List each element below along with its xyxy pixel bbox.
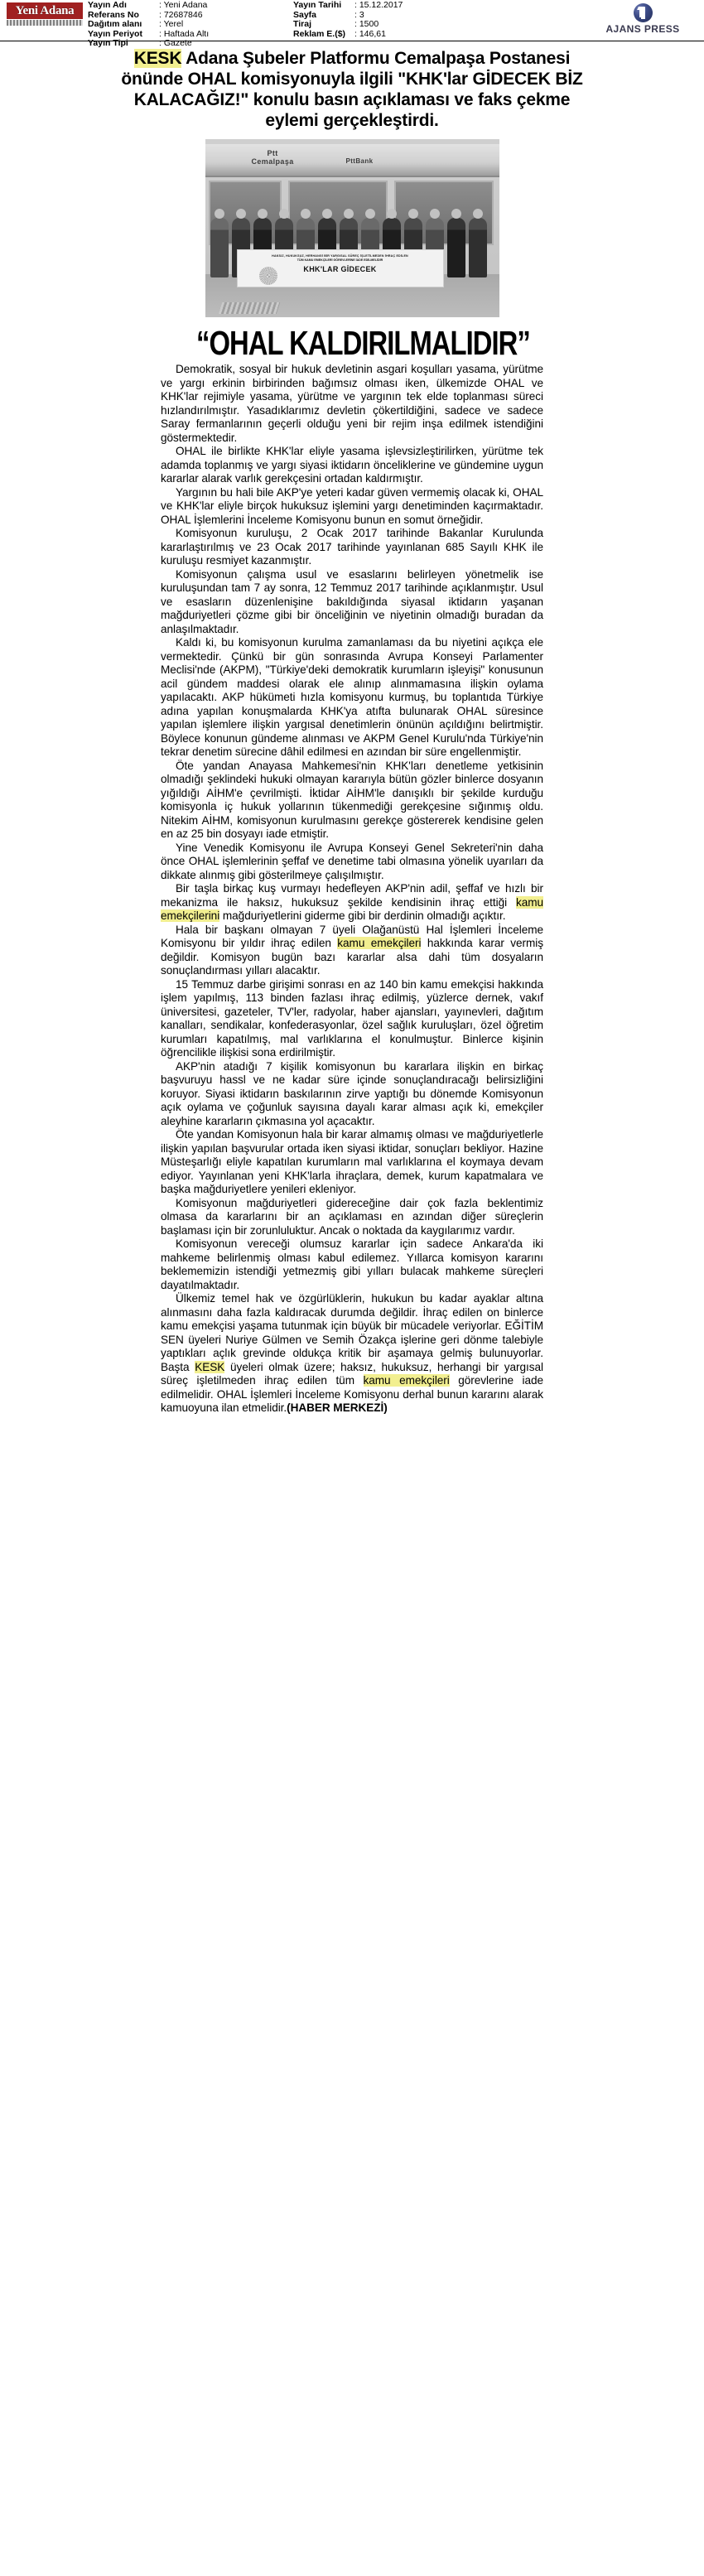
metadata-value: : Yerel: [159, 19, 184, 30]
article-paragraph: [161, 1197, 543, 1238]
metadata-row: [88, 30, 437, 40]
article-paragraph: [161, 1237, 543, 1292]
metadata-label: Dağıtım alanı: [88, 19, 142, 30]
paragraph-run: üyeleri olmak üzere; haksız, hukuksuz, herhangi bir yargısal süreç işletilmeden ihraç edilen tüm: [161, 1360, 543, 1387]
paragraph-run: hakkında karar vermiş değildir. Komisyon bugün bazı kararlar alsa dahi tüm dosyaların sonuçlandırması yılları alacaktır.: [161, 937, 543, 977]
article-paragraph: [161, 363, 543, 445]
banner-seal-icon: [259, 267, 277, 285]
article-paragraph: [161, 486, 543, 528]
article-paragraph: [161, 568, 543, 637]
metadata-label: Yayın Adı: [88, 0, 127, 10]
article-paragraph: [161, 527, 543, 568]
photo-tactile-paving: [218, 302, 280, 314]
article-lead: [120, 48, 584, 131]
article-paragraph: [161, 1292, 543, 1416]
photo-sign-main: Ptt: [267, 149, 278, 157]
paragraph-run: mağduriyetlerini giderme gibi bir derdinin olmadığı açıktır.: [219, 909, 506, 922]
paragraph-run: Yine Venedik Komisyonu ile Avrupa Konseyi Genel Sekreteri'nin daha önce OHAL işlemlerinin şeffaf ve denetime tabi olmasına yönelik uyarıları da dikkate alınmış gibi gösterilmeye çalışılmıştır.: [161, 841, 543, 881]
paragraph-run: Komisyonun vereceği olumsuz kararlar için sadece Ankara'da iki mahkeme belirlenmiş olması kabul edilemez. Yıllarca komisyon kararını beklememizin istendiği yetmezmiş gibi yılları bulacak mahkeme süreçleri dayatılmaktadır.: [161, 1237, 543, 1291]
paragraph-run: Ülkemiz temel hak ve özgürlüklerin, hukukun bu kadar ayaklar altına alınmasını daha fazla kaldıracak durumda değildir. İhraç edilen on binlerce kamu emekçisi yaşama tutunmak için büyük bir mücadele veriyorlar. EĞİTİM SEN üyeleri Nuriye Gülmen ve Semih Özakça işlerine geri dönme talebiyle yaptıkları açlık grevinde oldukça kritik bir aşamaya gelmiş bulunuyorlar. Başta: [161, 1292, 543, 1373]
metadata-value: : Yeni Adana: [159, 0, 208, 10]
paragraph-run: AKP'nin atadığı 7 kişilik komisyonun bu kararlara ilişkin en birkaç başvuruyu hassl ve ne kadar süre içinde sonuçlandıracağı belirsizliğini koruyor. Siyasi iktidarın baskılarının zirve yaptığı bu dönemde Komisyonun açık oylama ve çoğunluk sayısına dayalı karar alması açık ki, emekçiler aleyhine kararların çıkmasına yol açacaktır.: [161, 1059, 543, 1127]
photo-ptt-sign: [252, 149, 294, 166]
banner-line-1: HAKSIZ, HUKUKSUZ, HERHANGİ BİR YARGISAL SÜREÇ İŞLETİLMEDEN İHRAÇ EDİLEN: [272, 254, 408, 258]
metadata-label: Yayın Tipi: [88, 38, 128, 49]
article-paragraph: [161, 1128, 543, 1197]
metadata-value: : Haftada Altı: [159, 28, 210, 39]
protest-banner: [237, 249, 444, 287]
metadata-label: Referans No: [88, 9, 139, 20]
metadata-row: [88, 39, 437, 49]
photo-person: [210, 218, 229, 277]
article-paragraph: [161, 445, 543, 486]
paragraph-run: 15 Temmuz darbe girişimi sonrası en az 140 bin kamu emekçisi hakkında işlem yapılmış, 113 binden fazlası ihraç edilmiş, yüzlerce dernek, vakıf üniversitesi, gazeteler, TV'ler, radyolar, haber ajansları, yayınevleri, dağıtım kanalları, sendikalar, konfederasyonlar, özel sağlık kuruluşları, özel öğretim kurumları kapatılmış, mal varlıklarına el konulmuştur. Binlerce kişinin öğrencilikle ilişkisi sona erdirilmiştir.: [161, 977, 543, 1059]
photo-person: [469, 218, 487, 277]
article-body: [161, 363, 543, 1427]
article-paragraph: [161, 924, 543, 978]
paragraph-run: Yargının bu hali bile AKP'ye yeteri kadar güven vermemiş olacak ki, OHAL ve KHK'lar eliyle birçok hukuksuz işlemini yargı denetiminden kaçırmaktadır. OHAL İşlemlerini İnceleme Komisyonu bunun en somut örneğidir.: [161, 485, 543, 526]
paragraph-run: Komisyonun kuruluşu, 2 Ocak 2017 tarihinde Bakanlar Kurulunda kararlaştırılmış ve 23 Ocak 2017 tarihinde yayınlanan 685 Sayılı KHK ile kuruluşu resmiyet kazanmıştır.: [161, 527, 543, 567]
masthead-rule: [7, 20, 83, 26]
banner-line-2: TÜM KAMU EMEKÇİLERİ GÖREVLERİNE İADE EDİLMELİDİR: [297, 258, 383, 262]
article-photo-figure: [205, 139, 499, 317]
paragraph-run: Bir taşla birkaç kuş vurmayı hedefleyen AKP'nin adil, şeffaf ve hızlı bir mekanizma ile haksız, hukuksuz şekilde kendisinin ihraç ettiği: [161, 882, 543, 909]
highlighted-keyword: KESK: [133, 49, 182, 68]
metadata-value: : 1500: [354, 19, 379, 30]
metadata-label: Tiraj: [293, 19, 311, 30]
paragraph-run: OHAL ile birlikte KHK'lar eliyle yasama işlevsizleştirilirken, yürütme tek adamda toplanmış ve yargı siyasi iktidarın önceliklerine ve gündemine uygun kararlar alarak varlık gerekçesini ortadan kaldırmıştır.: [161, 445, 543, 485]
metadata-value: : 146,61: [354, 28, 386, 39]
paragraph-run: Demokratik, sosyal bir hukuk devletinin asgari koşulları yasama, yürütme ve yargı erkinin birbirinden bağımsız olması iken, ülkemizde OHAL ve KHK'lar rejimiyle yasama, yürütme ve yargının tek elde toplanması süreci hızlandırılmıştır. Yasadıklarımız devletin çökertildiğini, sadece ve sadece Saray fermanlarının geçerli olduğu yeni bir rejim inşa edilmek istendiğini göstermektedir.: [161, 363, 543, 444]
masthead-title: Yeni Adana: [7, 2, 83, 19]
agency-logo: [593, 3, 692, 35]
article-headline: “OHAL KALDIRILMALIDIR”: [196, 324, 530, 362]
metadata-value: : 3: [354, 9, 364, 20]
article-source-credit: (HABER MERKEZİ): [287, 1401, 388, 1414]
paragraph-run: Hala bir başkanı olmayan 7 üyeli Olağanüstü Hal İşlemleri İnceleme Komisyonu bir yıldır ihraç edilen: [161, 923, 543, 949]
highlighted-keyword: KESK: [195, 1360, 225, 1373]
paragraph-run: Kaldı ki, bu komisyonun kurulma zamanlaması da bu niyetini açıkça ele vermektedir. Çünkü bir gün sonrasında Avrupa Konseyi Parlamenter Meclisi'nde (AKPM), "Türkiye'deki demokratik kurumların işleyişi" konusunun acil gündem maddesi olarak ele alınıp alınmamasına ilişkin oylama yapılacaktı. AKP hükümeti hızla komisyonu kurmuş, bu toplantıda Türkiye adına yapılan konuşmalarda KHK'ya atıfta bulunarak OHAL süresince yapılan işlemlere ilişkin yargısal denetimlerin önünün açıldığını belirtmiştir. Böylece konunun gündeme alınması ve AKPM Genel Kurulu'nda Türkiye'nin tekrar denetim sürecine dâhil edilmesi en azından bir süre engellenmiştir.: [161, 636, 543, 758]
metadata-label: Sayfa: [293, 9, 317, 20]
metadata-row: [88, 1, 437, 11]
highlighted-keyword: kamu emekçileri: [363, 1374, 450, 1387]
metadata-label: Yayın Periyot: [88, 28, 142, 39]
photo-pttbank-sign: PttBank: [345, 157, 374, 165]
protest-photo: [205, 139, 499, 317]
metadata-value: : 72687846: [159, 9, 203, 20]
metadata-label: Yayın Tarihi: [293, 0, 342, 10]
paragraph-run: görevlerine iade edilmelidir. OHAL İşlemleri İnceleme Komisyonu derhal bunun kararını alarak kamuoyuna ilan etmelidir.: [161, 1374, 543, 1414]
ajans-press-logo-icon: [634, 3, 653, 22]
agency-name: AJANS PRESS: [605, 23, 680, 35]
metadata-label: Reklam E.($): [293, 28, 346, 39]
paragraph-run: Öte yandan Anayasa Mahkemesi'nin KHK'ları denetleme yetkisinin olmadığı şeklindeki hukuki olmayan kararıyla bütün gözler binlerce dosyanın yığıldığı AİHM'e çevrilmişti. İktidar AİHM'le danışıklı bir şekilde kurduğu komisyonla iç hukuk yollarının tükenmediği gerekçesine sığınmış oldu. Nitekim AİHM, komisyonun kurulmasını gerekçe göstererek kendisine gelen en az 25 bin dosyayı iade etmiştir.: [161, 759, 543, 840]
photo-sign-sub: Cemalpaşa: [251, 157, 294, 166]
article-paragraph: [161, 842, 543, 883]
metadata-value: : 15.12.2017: [354, 0, 403, 10]
article-paragraph: [161, 978, 543, 1060]
article-paragraph: [161, 882, 543, 924]
publication-metadata-table: [88, 1, 437, 49]
paragraph-run: Komisyonun çalışma usul ve esaslarını belirleyen yönetmelik ise kuruluşundan tam 7 ay sonra, 12 Temmuz 2017 tarihinde açıklanmıştır. Usul ve esasların düzenlenişine bakıldığında siyasal iktidarın yaşanan mağduriyetleri çözme gibi bir önceliğinin ve niyetinin olmadığı buradan da anlaşılmaktadır.: [161, 567, 543, 635]
highlighted-keyword: kamu emekçileri: [337, 937, 422, 949]
highlighted-keyword: kamu emekçilerini: [161, 895, 543, 922]
paragraph-run: Öte yandan Komisyonun hala bir karar almamış olması ve mağduriyetlerle ilişkin yapılan başvurular ortada iken siyasi iktidar, sonuçları bekliyor. Hazine Müsteşarlığı eliyle kapatılan kurumların mal varlıklarına el koymaya devam ediyor. Yayınlanan yeni KHK'larla ihraçlara, demek, kurum kapatmalara ve başka mağduriyetlere yenileri ekleniyor.: [161, 1128, 543, 1195]
article: [0, 48, 704, 1427]
photo-person: [447, 218, 465, 277]
article-paragraph: [161, 1060, 543, 1129]
clipping-header: [0, 0, 704, 49]
publication-masthead-logo: [7, 2, 83, 27]
article-paragraph: [161, 636, 543, 760]
metadata-value: : Gazete: [159, 38, 192, 49]
banner-headline: KHK'LAR GİDECEK: [303, 265, 377, 273]
lead-run: Adana Şubeler Platformu Cemalpaşa Postanesi önünde OHAL komisyonuyla ilgili "KHK'lar GİDECEK BİZ KALACAĞIZ!" konulu basın açıklaması ve faks çekme eylemi gerçekleştirdi.: [121, 49, 583, 130]
paragraph-run: Komisyonun mağduriyetleri gidereceğine dair çok fazla beklentimiz olmasa da kararlarını bir an açıklaması en azından diğer süreçlerin başlaması için bir zorunluluktur. Ancak o noktada da kaygılarımız vardır.: [161, 1196, 543, 1237]
article-paragraph: [161, 760, 543, 842]
